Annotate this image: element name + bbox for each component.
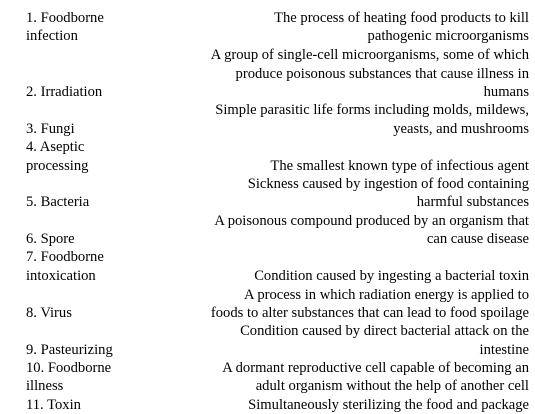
definition-2-line-3: humans (483, 84, 529, 100)
term-1-line-2: infection (26, 28, 78, 44)
definition-6-line-1: A poisonous compound produced by an organism that (214, 213, 529, 229)
term-10-line-1: 10. Foodborne (26, 360, 112, 376)
term-5-line-1: 5. Bacteria (26, 194, 90, 210)
term-9-line-1: 9. Pasteurizing (26, 342, 113, 358)
definition-11-line-1: Simultaneously sterilizing the food and package (248, 397, 529, 413)
term-1-line-1: 1. Foodborne (26, 10, 104, 26)
term-8-line-1: 8. Virus (26, 305, 72, 321)
definition-8-line-1: A process in which radiation energy is applied to (243, 287, 529, 303)
definition-8-line-2: foods to alter substances that can lead to food spoilage (210, 305, 529, 321)
term-4-line-1: 4. Aseptic (26, 139, 85, 155)
definition-2-line-2: produce poisonous substances that cause illness in (235, 66, 529, 82)
definition-3-line-2: yeasts, and mushrooms (393, 121, 529, 137)
term-10-line-2: illness (26, 378, 64, 394)
term-11-line-1: 11. Toxin (26, 397, 81, 413)
definition-5-line-1: Sickness caused by ingestion of food containing (247, 176, 529, 192)
definition-5-line-2: harmful substances (416, 194, 529, 210)
definition-9-line-2: intestine (479, 342, 529, 358)
term-7-line-1: 7. Foodborne (26, 249, 104, 265)
definition-1-line-1: The process of heating food products to kill (274, 10, 529, 26)
definition-9-line-1: Condition caused by direct bacterial attack on the (240, 323, 529, 339)
definition-2-line-1: A group of single-cell microorganisms, some of which (210, 47, 529, 63)
definition-1-line-2: pathogenic microorganisms (367, 28, 529, 44)
term-3-line-1: 3. Fungi (26, 121, 75, 137)
term-4-line-2: processing (26, 158, 89, 174)
definition-4-line-1: The smallest known type of infectious agent (270, 158, 529, 174)
term-6-line-1: 6. Spore (26, 231, 75, 247)
term-7-line-2: intoxication (26, 268, 96, 284)
definition-10-line-2: adult organism without the help of another cell (255, 378, 529, 394)
term-2-line-1: 2. Irradiation (26, 84, 103, 100)
definition-6-line-2: can cause disease (426, 231, 529, 247)
definition-3-line-1: Simple parasitic life forms including molds, mildews, (215, 102, 529, 118)
definition-7-line-1: Condition caused by ingesting a bacterial toxin (254, 268, 529, 284)
definition-10-line-1: A dormant reproductive cell capable of becoming an (222, 360, 529, 376)
